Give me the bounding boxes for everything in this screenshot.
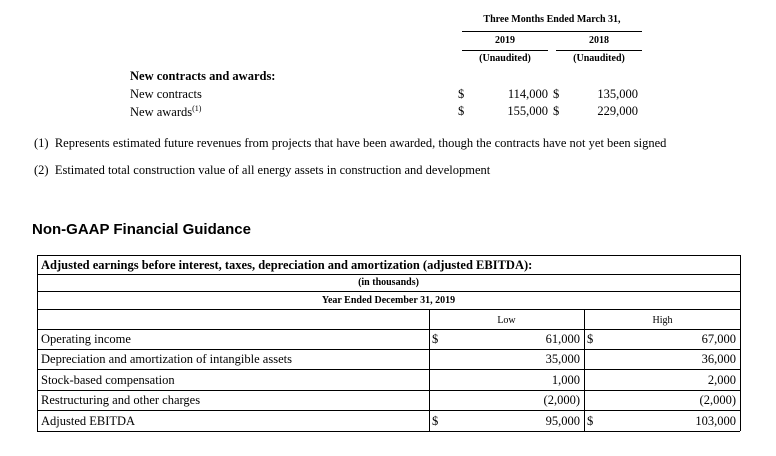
guidance-row-high: 103,000 [695,414,736,428]
col-note-2018: (Unaudited) [573,53,625,64]
period-rule [37,309,740,310]
header-rule [37,329,740,330]
row-value-2019: 155,000 [507,104,548,118]
col-divider-mid [584,309,585,431]
row-value-2019: 114,000 [507,87,548,101]
col-year-2018: 2018 [589,35,609,46]
row-currency-2018: $ [553,104,560,118]
guidance-row-label: Adjusted EBITDA [41,414,136,428]
col-2019-rule [462,50,548,51]
guidance-row-label: Depreciation and amortization of intangible assets [41,352,292,366]
guidance-row-label: Stock-based compensation [41,373,175,387]
row-rule [37,349,740,350]
period-label: Year Ended December 31, 2019 [321,295,456,306]
guidance-row-cur-low: $ [432,414,439,428]
guidance-row-high: 67,000 [701,332,736,346]
units-label: (in thousands) [358,277,419,288]
row-currency-2019: $ [458,104,465,118]
row-label-new-awards: New awards$^{(1)}$ [130,104,202,120]
row-currency-2019: $ [458,87,465,101]
guidance-row-high: 36,000 [701,352,736,366]
units-rule [37,291,740,292]
guidance-row-low: 1,000 [551,373,580,387]
table-title: Adjusted earnings before interest, taxes, depreciation and amortization (adjusted EBITDA): [41,258,533,272]
table-right-border [740,255,741,431]
col-2018-rule [556,50,642,51]
row-rule [37,410,740,411]
section-label: New contracts and awards: [130,69,276,83]
period-header: Three Months Ended March 31, [483,14,621,25]
guidance-row-high: (2,000) [699,393,736,407]
row-rule [37,369,740,370]
guidance-heading: Non-GAAP Financial Guidance [32,221,251,238]
table-top-border [37,255,740,256]
row-value-2018: 135,000 [597,87,638,101]
guidance-row-low: 95,000 [545,414,580,428]
guidance-row-high: 2,000 [707,373,736,387]
guidance-row-label: Restructuring and other charges [41,393,201,407]
title-rule [37,274,740,275]
footnote-1: (1) Represents estimated future revenues from projects that have been awarded, though the contracts have not yet been signed [34,136,667,150]
guidance-row-cur-low: $ [432,332,439,346]
col-note-2019: (Unaudited) [479,53,531,64]
row-label-new-contracts: New contracts [130,87,202,101]
table-bottom-border [37,431,740,432]
col-divider-label [429,309,430,431]
guidance-row-low: 61,000 [545,332,580,346]
period-header-rule [462,31,642,32]
footnote-2: (2) Estimated total construction value of all energy assets in construction and development [34,163,491,177]
row-value-2018: 229,000 [597,104,638,118]
guidance-row-cur-high: $ [587,332,594,346]
row-rule [37,390,740,391]
guidance-row-cur-high: $ [587,414,594,428]
col-low-header: Low [497,315,516,326]
guidance-row-low: 35,000 [545,352,580,366]
col-year-2019: 2019 [495,35,515,46]
guidance-row-low: (2,000) [543,393,580,407]
guidance-row-label: Operating income [41,332,131,346]
col-high-header: High [652,315,673,326]
row-currency-2018: $ [553,87,560,101]
